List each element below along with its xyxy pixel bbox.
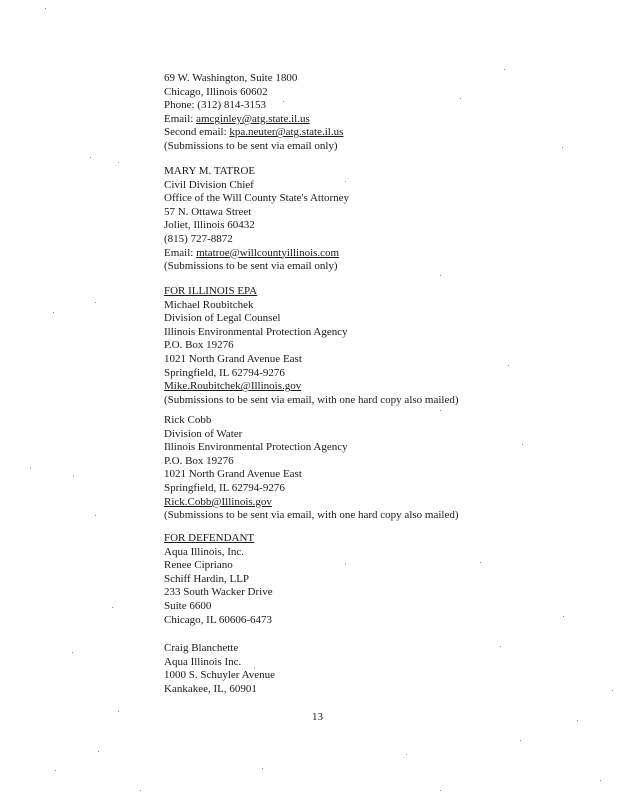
contact-street: 233 South Wacker Drive	[164, 586, 273, 599]
email-link[interactable]: mtatroe@willcountyillinois.com	[196, 246, 340, 259]
contact-division: Division of Water	[164, 427, 243, 440]
section-heading: FOR ILLINOIS EPA	[164, 285, 258, 297]
contact-po-box: P.O. Box 19276	[164, 339, 234, 352]
contact-name: MARY M. TATROE	[164, 165, 256, 177]
submission-note: (Submissions to be sent via email, with one hard copy also mailed)	[164, 393, 459, 406]
contact-street: 1021 North Grand Avenue East	[164, 468, 302, 481]
contact-phone: (815) 727-8872	[164, 232, 233, 245]
email-link[interactable]: amcginley@atg.state.il.us	[196, 112, 310, 125]
contact-agency: Illinois Environmental Protection Agency	[164, 441, 348, 454]
contact-city: Springfield, IL 62794-9276	[164, 366, 285, 379]
attorney-general-contact-block	[164, 72, 343, 154]
will-county-contact-block	[164, 165, 349, 274]
address-line: 69 W. Washington, Suite 1800	[164, 72, 298, 84]
submission-note: (Submissions to be sent via email, with one hard copy also mailed)	[164, 509, 459, 522]
contact-firm: Schiff Hardin, LLP	[164, 572, 250, 585]
email-link[interactable]: Mike.Roubitchek@Illinois.gov	[164, 380, 302, 393]
defendant-section	[164, 532, 273, 627]
phone-line: Phone: (312) 814-3153	[164, 99, 267, 112]
contact-agency: Illinois Environmental Protection Agency	[164, 325, 348, 338]
email-label: Email:	[164, 246, 197, 259]
email-line	[164, 113, 343, 127]
contact-company: Aqua Illinois Inc.	[164, 655, 242, 668]
contact-street: 57 N. Ottawa Street	[164, 205, 252, 218]
contact-name: Craig Blanchette	[164, 642, 239, 654]
page-number: 13	[312, 711, 323, 723]
email-line	[164, 247, 349, 261]
second-email-label: Second email:	[164, 126, 230, 139]
contact-name: Michael Roubitchek	[164, 298, 254, 311]
contact-city: Chicago, IL 60606-6473	[164, 613, 273, 626]
email-label: Email:	[164, 112, 197, 125]
submission-note: (Submissions to be sent via email only)	[164, 139, 338, 152]
contact-title: Civil Division Chief	[164, 178, 254, 191]
second-email-link[interactable]: kpa.neuter@atg.state.il.us	[229, 126, 344, 139]
contact-city: Springfield, IL 62794-9276	[164, 481, 285, 494]
contact-city: Joliet, Illinois 60432	[164, 219, 255, 232]
second-email-line	[164, 126, 343, 140]
contact-street: 1021 North Grand Avenue East	[164, 352, 302, 365]
city-line: Chicago, Illinois 60602	[164, 85, 268, 98]
section-heading: FOR DEFENDANT	[164, 532, 255, 544]
contact-street: 1000 S. Schuyler Avenue	[164, 669, 276, 682]
contact-office: Office of the Will County State's Attorney	[164, 192, 350, 205]
defendant-company: Aqua Illinois, Inc.	[164, 545, 245, 558]
contact-city: Kankakee, IL, 60901	[164, 682, 257, 695]
contact-po-box: P.O. Box 19276	[164, 454, 234, 467]
email-link[interactable]: Rick.Cobb@Illinois.gov	[164, 495, 272, 508]
contact-name: Rick Cobb	[164, 414, 212, 426]
contact-suite: Suite 6600	[164, 599, 212, 612]
defendant-contact-2	[164, 642, 275, 696]
submission-note: (Submissions to be sent via email only)	[164, 260, 338, 273]
contact-division: Division of Legal Counsel	[164, 312, 281, 325]
illinois-epa-contact-2	[164, 414, 459, 523]
contact-name: Renee Cipriano	[164, 559, 233, 572]
illinois-epa-section	[164, 285, 459, 407]
